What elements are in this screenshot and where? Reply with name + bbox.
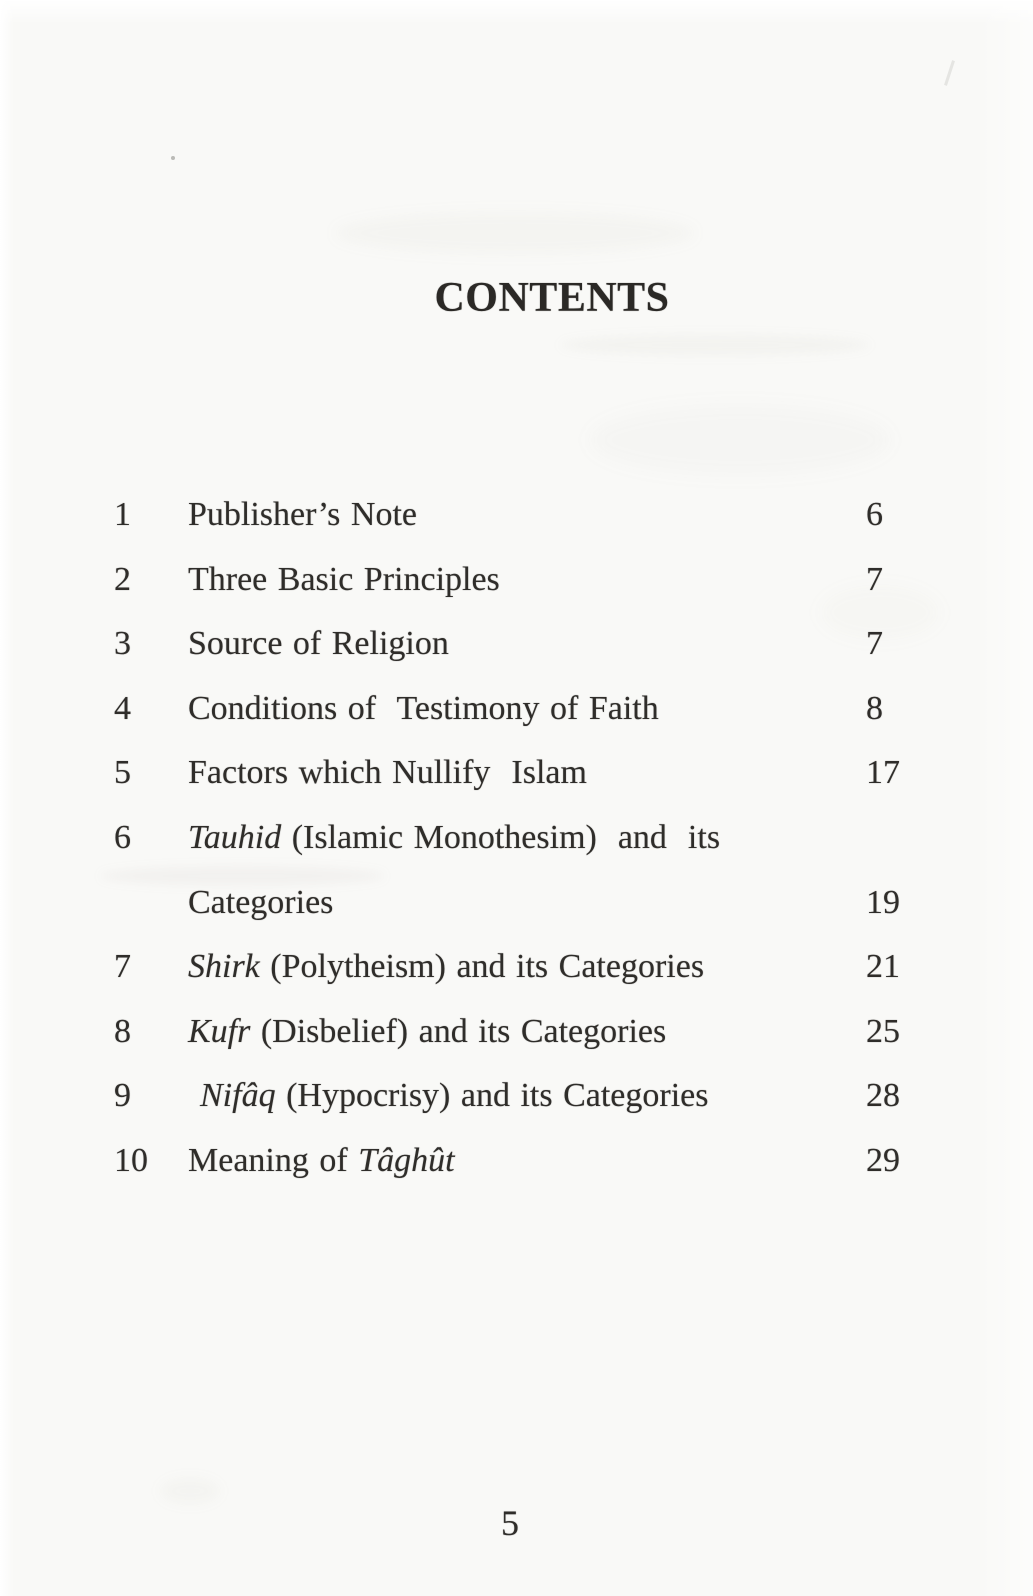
toc-item-number: 4	[114, 689, 131, 727]
toc-term-italic: Kufr	[188, 1012, 251, 1050]
toc-item-title: Source of Religion	[188, 625, 449, 663]
toc-page-number: 25	[866, 1012, 900, 1050]
toc-term-italic: Nifâq	[200, 1077, 276, 1115]
toc-item-number: 5	[114, 754, 131, 792]
toc-item-title: Meaning of Tâghût	[188, 1142, 455, 1179]
toc-page-number: 7	[866, 625, 883, 663]
toc-row	[0, 950, 1033, 1014]
toc-item-title: Nifâq (Hypocrisy) and its Categories	[200, 1077, 709, 1115]
toc-item-number: 3	[114, 625, 131, 663]
toc-row	[0, 1012, 1033, 1079]
toc-item-title: Kufr (Disbelief) and its Categories	[188, 1012, 667, 1050]
toc-item-title: Shirk (Polytheism) and its Categories	[188, 948, 705, 986]
toc-item-number: 10	[114, 1142, 148, 1179]
toc-item-title: Conditions of Testimony of Faith	[188, 689, 659, 727]
footer-page-number: 5	[501, 1503, 519, 1543]
toc-page-number: 8	[866, 689, 883, 727]
toc-item-number: 2	[114, 560, 131, 598]
toc-row	[0, 627, 1033, 691]
toc-item-title: Categories	[188, 883, 334, 921]
toc-item-title: Factors which Nullify Islam	[188, 754, 587, 792]
toc-page-number: 21	[866, 948, 900, 986]
toc-page-number: 29	[866, 1142, 900, 1179]
toc-row	[0, 1144, 1033, 1208]
toc-row	[0, 756, 1033, 820]
toc-term-italic: Shirk	[188, 948, 260, 986]
toc-page-number: 28	[866, 1077, 900, 1115]
toc-item-title: Publisher’s Note	[188, 496, 417, 533]
toc-row	[0, 689, 1033, 756]
toc-item-title: Tauhid (Islamic Monothesim) and its	[188, 819, 721, 856]
toc-row	[0, 1079, 1033, 1143]
toc-page-number: 7	[866, 560, 883, 598]
toc-page-number: 19	[866, 883, 900, 921]
toc-row-continuation	[0, 883, 1033, 950]
toc-item-number: 7	[114, 948, 131, 986]
toc-row	[0, 821, 1033, 885]
toc-item-number: 9	[114, 1077, 131, 1115]
toc-term-italic: Tauhid	[188, 819, 282, 856]
toc-page-number: 17	[866, 754, 900, 792]
toc-item-number: 8	[114, 1012, 131, 1050]
toc-item-number: 6	[114, 819, 131, 856]
page-title: CONTENTS	[434, 275, 670, 321]
toc-row	[0, 560, 1033, 627]
toc-item-number: 1	[114, 496, 131, 533]
toc-item-title: Three Basic Principles	[188, 560, 500, 598]
toc-term-italic: Tâghût	[358, 1142, 455, 1179]
toc-row	[0, 498, 1033, 562]
toc-page-number: 6	[866, 496, 883, 533]
